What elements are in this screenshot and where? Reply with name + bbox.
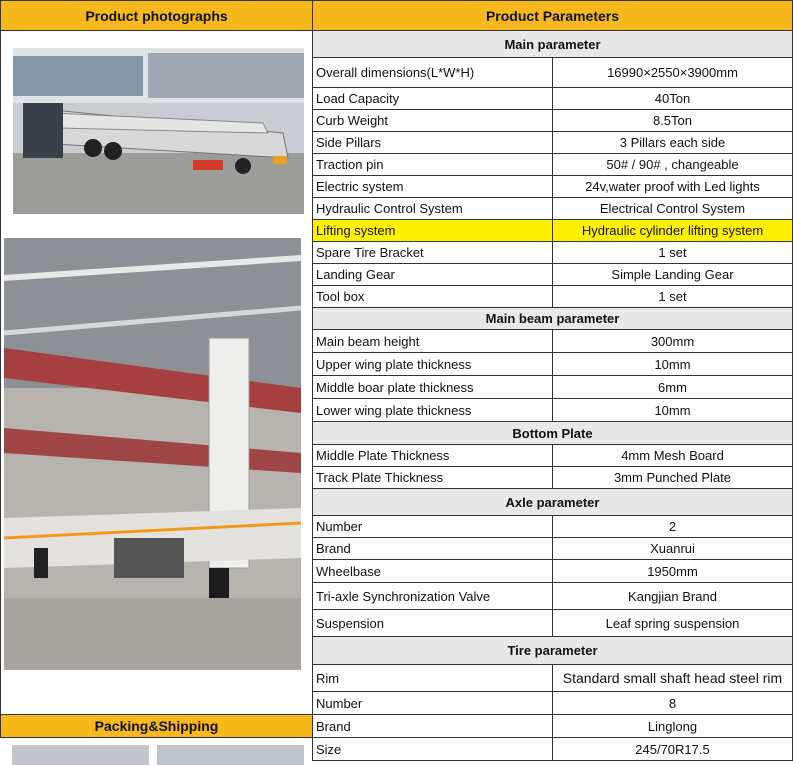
parameter-value: Electrical Control System <box>553 198 793 220</box>
packing-shipping-header: Packing&Shipping <box>0 714 313 738</box>
parameter-row <box>313 330 793 353</box>
parameter-row <box>313 110 793 132</box>
parameter-row <box>313 445 793 467</box>
parameter-value: 1 set <box>553 242 793 264</box>
parameter-value: Hydraulic cylinder lifting system <box>553 220 793 242</box>
section-title: Main beam parameter <box>313 308 793 330</box>
parameter-row <box>313 154 793 176</box>
section-header-row <box>313 308 793 330</box>
parameter-name: Track Plate Thickness <box>313 467 553 489</box>
parameter-name: Curb Weight <box>313 110 553 132</box>
parameter-row <box>313 88 793 110</box>
parameter-name: Number <box>313 516 553 538</box>
parameter-value: 24v,water proof with Led lights <box>553 176 793 198</box>
parameter-value: 1 set <box>553 286 793 308</box>
parameter-value: 2 <box>553 516 793 538</box>
parameter-name: Hydraulic Control System <box>313 198 553 220</box>
parameter-name: Brand <box>313 538 553 560</box>
parameter-name: Upper wing plate thickness <box>313 353 553 376</box>
section-header-row <box>313 637 793 665</box>
parameter-value: 300mm <box>553 330 793 353</box>
parameter-row <box>313 738 793 761</box>
section-title: Main parameter <box>313 31 793 58</box>
section-title: Bottom Plate <box>313 422 793 445</box>
parameter-row <box>313 132 793 154</box>
parameter-row <box>313 58 793 88</box>
parameter-value: 40Ton <box>553 88 793 110</box>
parameter-value: 10mm <box>553 353 793 376</box>
parameter-value: 245/70R17.5 <box>553 738 793 761</box>
parameters-table <box>312 30 793 761</box>
parameter-row <box>313 220 793 242</box>
parameter-name: Middle boar plate thickness <box>313 376 553 399</box>
parameter-name: Side Pillars <box>313 132 553 154</box>
parameter-name: Spare Tire Bracket <box>313 242 553 264</box>
parameter-row <box>313 264 793 286</box>
parameter-row <box>313 516 793 538</box>
parameter-row <box>313 376 793 399</box>
parameter-name: Landing Gear <box>313 264 553 286</box>
section-header-row <box>313 422 793 445</box>
parameter-name: Lower wing plate thickness <box>313 399 553 422</box>
parameter-name: Overall dimensions(L*W*H) <box>313 58 553 88</box>
car-carrier-trailer-photo <box>13 48 304 214</box>
section-title: Axle parameter <box>313 489 793 516</box>
parameter-row <box>313 610 793 637</box>
parameter-row <box>313 198 793 220</box>
parameter-value: 10mm <box>553 399 793 422</box>
parameter-name: Middle Plate Thickness <box>313 445 553 467</box>
parameter-value: Leaf spring suspension <box>553 610 793 637</box>
parameter-name: Size <box>313 738 553 761</box>
parameter-row <box>313 538 793 560</box>
parameter-row <box>313 242 793 264</box>
parameter-value: 3 Pillars each side <box>553 132 793 154</box>
packing-photo <box>12 745 149 765</box>
parameter-row <box>313 715 793 738</box>
parameter-row <box>313 560 793 583</box>
parameter-value: 8 <box>553 692 793 715</box>
parameter-name: Suspension <box>313 610 553 637</box>
parameter-name: Number <box>313 692 553 715</box>
parameter-name: Traction pin <box>313 154 553 176</box>
parameter-name: Brand <box>313 715 553 738</box>
parameter-row <box>313 286 793 308</box>
parameter-value: 6mm <box>553 376 793 399</box>
parameter-name: Tool box <box>313 286 553 308</box>
parameter-value: Linglong <box>553 715 793 738</box>
parameter-value: 1950mm <box>553 560 793 583</box>
product-parameters-header: Product Parameters <box>312 0 793 31</box>
section-header-row <box>313 489 793 516</box>
parameter-value: 50# / 90# , changeable <box>553 154 793 176</box>
parameter-row <box>313 692 793 715</box>
product-photographs-header: Product photographs <box>0 0 313 31</box>
parameter-row <box>313 583 793 610</box>
parameter-name: Main beam height <box>313 330 553 353</box>
parameter-row <box>313 399 793 422</box>
parameter-name: Wheelbase <box>313 560 553 583</box>
parameter-name: Load Capacity <box>313 88 553 110</box>
parameter-row <box>313 665 793 692</box>
parameter-name: Electric system <box>313 176 553 198</box>
shipping-photo <box>157 745 304 765</box>
parameter-row <box>313 176 793 198</box>
parameter-value: 8.5Ton <box>553 110 793 132</box>
parameter-value: 16990×2550×3900mm <box>553 58 793 88</box>
parameter-value: Kangjian Brand <box>553 583 793 610</box>
section-title: Tire parameter <box>313 637 793 665</box>
parameter-value: Standard small shaft head steel rim <box>553 665 793 692</box>
parameter-row <box>313 353 793 376</box>
parameter-name: Tri-axle Synchronization Valve <box>313 583 553 610</box>
parameter-name: Rim <box>313 665 553 692</box>
parameter-row <box>313 467 793 489</box>
parameter-value: 3mm Punched Plate <box>553 467 793 489</box>
trailer-in-workshop-photo <box>4 238 301 670</box>
parameter-value: Xuanrui <box>553 538 793 560</box>
parameter-value: Simple Landing Gear <box>553 264 793 286</box>
parameter-value: 4mm Mesh Board <box>553 445 793 467</box>
section-header-row <box>313 31 793 58</box>
parameter-name: Lifting system <box>313 220 553 242</box>
